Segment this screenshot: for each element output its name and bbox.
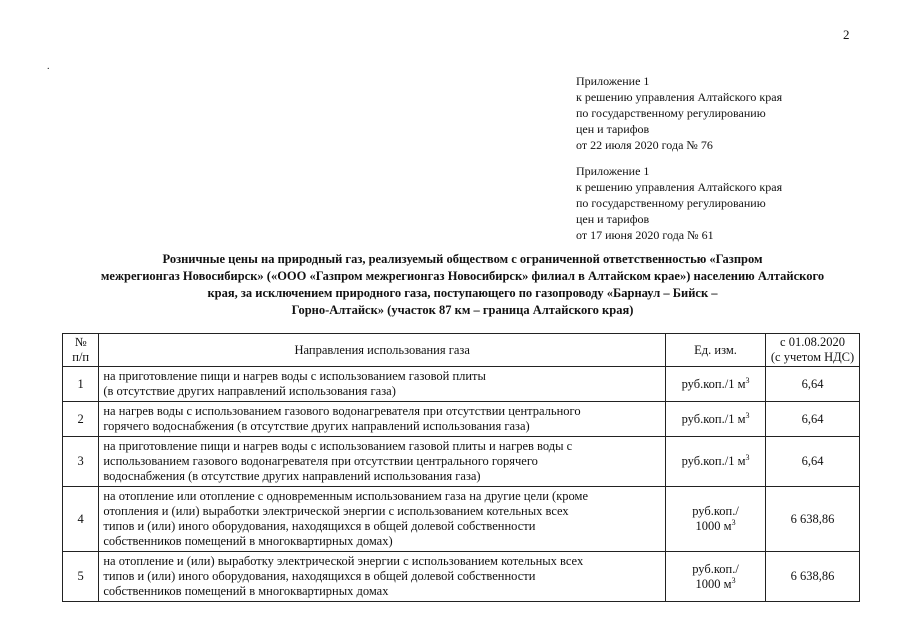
- row-unit: [666, 437, 766, 487]
- page-number: 2: [843, 27, 850, 42]
- direction-line: на отопление и (или) выработку электрической энергии с использованием котельных всех: [103, 554, 584, 568]
- row-price: 6,64: [766, 367, 860, 402]
- row-unit: [666, 367, 766, 402]
- row-direction: [99, 437, 666, 487]
- header-direction: Направления использования газа: [99, 334, 666, 367]
- row-unit: [666, 487, 766, 552]
- row-unit: [666, 552, 766, 602]
- direction-line: собственников помещений в многоквартирных домах): [103, 534, 393, 548]
- appendix-line: цен и тарифов: [576, 122, 650, 136]
- row-price: 6,64: [766, 402, 860, 437]
- table-header-row: [63, 334, 860, 367]
- row-num: 1: [63, 367, 99, 402]
- row-direction: [99, 367, 666, 402]
- appendix-line: от 17 июня 2020 года № 61: [576, 228, 714, 242]
- unit-text: руб.коп./1 м: [681, 411, 746, 426]
- title-line: Розничные цены на природный газ, реализуемый обществом с ограниченной ответственностью «Газпром: [162, 252, 763, 266]
- table-row: [63, 402, 860, 437]
- appendix-line: Приложение 1: [576, 164, 650, 178]
- direction-line: на приготовление пищи и нагрев воды с использованием газовой плиты: [103, 369, 486, 383]
- direction-line: горячего водоснабжения (в отсутствие других направлений использования газа): [103, 419, 530, 433]
- direction-line: на приготовление пищи и нагрев воды с использованием газовой плиты и нагрев воды с: [103, 439, 573, 453]
- header-price: [766, 334, 860, 367]
- unit-text: руб.коп./: [692, 504, 739, 518]
- header-price-line: с 01.08.2020: [780, 335, 845, 349]
- appendix-line: к решению управления Алтайского края: [576, 180, 783, 194]
- unit-superscript: 3: [745, 375, 750, 385]
- row-num: 4: [63, 487, 99, 552]
- table-row: [63, 552, 860, 602]
- header-num-line: №: [74, 335, 87, 349]
- table-row: [63, 367, 860, 402]
- row-direction: [99, 487, 666, 552]
- row-price: 6,64: [766, 437, 860, 487]
- title-line: Горно-Алтайск» (участок 87 км – граница Алтайского края): [291, 303, 634, 317]
- appendix-line: к решению управления Алтайского края: [576, 90, 783, 104]
- direction-line: использованием газового водонагревателя при отсутствии центрального горячего: [103, 454, 538, 468]
- unit-text: руб.коп./1 м: [681, 454, 746, 468]
- row-direction: [99, 552, 666, 602]
- appendix-line: по государственному регулированию: [576, 106, 766, 120]
- direction-line: типов и (или) иного оборудования, находящихся в общей долевой собственности: [103, 519, 536, 533]
- direction-line: на отопление или отопление с одновременным использованием газа на другие цели (кроме: [103, 489, 589, 503]
- table-row: [63, 487, 860, 552]
- direction-line: (в отсутствие других направлений использования газа): [103, 384, 396, 398]
- direction-line: на нагрев воды с использованием газового водонагревателя при отсутствии центрального: [103, 404, 581, 418]
- appendix-line: цен и тарифов: [576, 212, 650, 226]
- direction-line: водоснабжения (в отсутствие других направлений использования газа): [103, 469, 481, 483]
- stray-mark: .: [47, 61, 50, 72]
- table-row: [63, 437, 860, 487]
- row-price: 6 638,86: [766, 487, 860, 552]
- gas-prices-table: [62, 333, 860, 602]
- appendix-line: по государственному регулированию: [576, 196, 766, 210]
- unit-superscript: 3: [731, 517, 736, 527]
- header-unit: Ед. изм.: [666, 334, 766, 367]
- title-line: межрегионгаз Новосибирск» («ООО «Газпром межрегионгаз Новосибирск» филиал в Алтайском крае») населению Алтайского: [100, 269, 825, 283]
- direction-line: отопления и (или) выработки электрической энергии с использованием котельных всех: [103, 504, 569, 518]
- direction-line: типов и (или) иного оборудования, находящихся в общей долевой собственности: [103, 569, 536, 583]
- row-direction: [99, 402, 666, 437]
- row-num: 5: [63, 552, 99, 602]
- header-num: [63, 334, 99, 367]
- header-num-line: п/п: [72, 350, 90, 364]
- row-num: 3: [63, 437, 99, 487]
- unit-text: руб.коп./: [692, 561, 739, 576]
- title-line: края, за исключением природного газа, поступающего по газопроводу «Барнаул – Бийск –: [207, 286, 718, 300]
- direction-line: собственников помещений в многоквартирных домах: [103, 584, 389, 598]
- row-price: 6 638,86: [766, 552, 860, 602]
- appendix-previous-decision: [576, 163, 782, 243]
- unit-text: руб.коп./1 м: [681, 376, 746, 391]
- unit-superscript: 3: [731, 575, 736, 585]
- appendix-line: Приложение 1: [576, 74, 650, 88]
- document-title: [40, 251, 885, 319]
- unit-text: 1000 м: [695, 519, 732, 533]
- header-price-line: (с учетом НДС): [770, 350, 855, 364]
- row-unit: [666, 402, 766, 437]
- unit-text: 1000 м: [695, 576, 732, 591]
- appendix-line: от 22 июля 2020 года № 76: [576, 138, 713, 152]
- unit-superscript: 3: [745, 410, 750, 420]
- row-num: 2: [63, 402, 99, 437]
- unit-superscript: 3: [745, 452, 750, 462]
- appendix-current-decision: [576, 73, 782, 153]
